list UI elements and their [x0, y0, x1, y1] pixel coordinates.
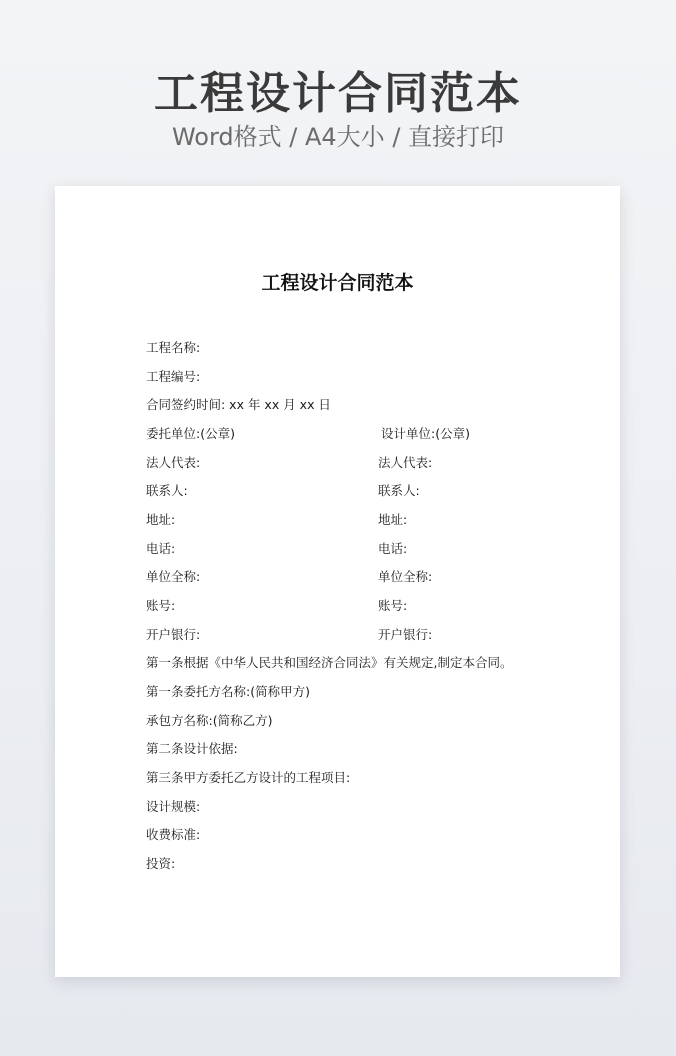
client-unit-field: 委托单位:(公章) [146, 426, 235, 441]
document-page [55, 186, 620, 977]
document-title: 工程设计合同范本 [261, 272, 414, 294]
designer-contact-field: 联系人: [378, 483, 420, 498]
designer-unit-fullname-field: 单位全称: [378, 569, 433, 584]
project-name-field: 工程名称: [146, 340, 201, 355]
clause-line: 第一条委托方名称:(简称甲方) [146, 684, 310, 699]
sign-time-field: 合同签约时间: xx 年 xx 月 xx 日 [146, 397, 331, 412]
client-address-field: 地址: [146, 512, 176, 527]
clause-line: 第三条甲方委托乙方设计的工程项目: [146, 770, 351, 785]
clause-line: 第一条根据《中华人民共和国经济合同法》有关规定,制定本合同。 [146, 655, 513, 670]
clause-line: 收费标准: [146, 827, 201, 842]
designer-unit-field: 设计单位:(公章) [381, 426, 470, 441]
clause-line: 第二条设计依据: [146, 741, 238, 756]
designer-address-field: 地址: [378, 512, 408, 527]
designer-bank-field: 开户银行: [378, 627, 433, 642]
banner-subtitle: Word格式 / A4大小 / 直接打印 [171, 123, 505, 151]
banner-title: 工程设计合同范本 [154, 68, 522, 119]
client-contact-field: 联系人: [146, 483, 188, 498]
clause-line: 设计规模: [146, 799, 201, 814]
project-number-field: 工程编号: [146, 369, 201, 384]
client-bank-field: 开户银行: [146, 627, 201, 642]
clause-line: 投资: [146, 856, 176, 871]
clause-line: 承包方名称:(简称乙方) [146, 713, 273, 728]
designer-account-field: 账号: [378, 598, 408, 613]
designer-legal-rep-field: 法人代表: [378, 455, 433, 470]
client-phone-field: 电话: [146, 541, 176, 556]
designer-phone-field: 电话: [378, 541, 408, 556]
client-account-field: 账号: [146, 598, 176, 613]
client-unit-fullname-field: 单位全称: [146, 569, 201, 584]
client-legal-rep-field: 法人代表: [146, 455, 201, 470]
